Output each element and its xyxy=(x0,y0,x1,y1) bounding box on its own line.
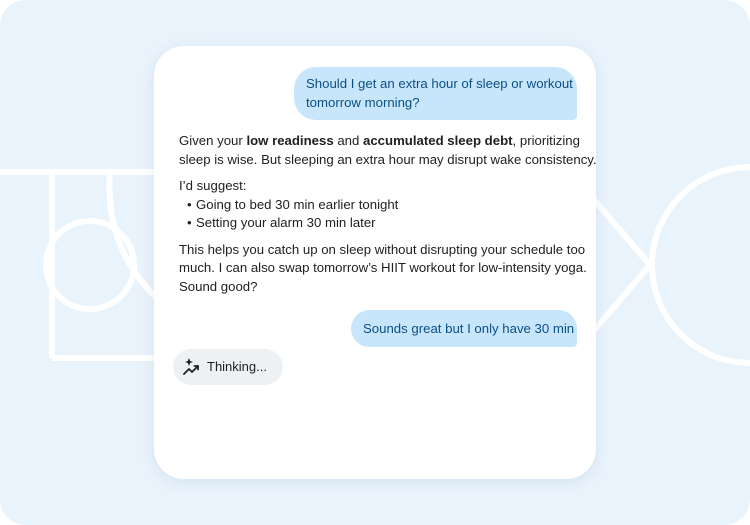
assistant-paragraph-line: much. I can also swap tomorrow’s HIIT workout for low-intensity yoga. xyxy=(179,260,587,275)
user-message-line: Sounds great but I only have 30 min xyxy=(363,321,575,336)
chat-card xyxy=(154,46,596,479)
thinking-indicator xyxy=(173,349,283,385)
thinking-label: Thinking... xyxy=(207,359,267,374)
text-segment: , prioritizing xyxy=(512,133,580,148)
assistant-paragraph-line: This helps you catch up on sleep without disrupting your schedule too xyxy=(179,241,586,257)
list-item-text: Going to bed 30 min earlier tonight xyxy=(196,196,399,212)
text-segment: Given your xyxy=(179,133,247,148)
list-item-text: Setting your alarm 30 min later xyxy=(196,215,376,230)
text-segment: and xyxy=(333,133,364,148)
user-message-bubble xyxy=(294,67,577,120)
assistant-message xyxy=(179,132,597,296)
assistant-paragraph: I’d suggest: xyxy=(179,178,247,193)
assistant-paragraph-line: sleep is wise. But sleeping an extra hour may disrupt wake consistency. xyxy=(179,151,597,167)
assistant-paragraph xyxy=(179,132,580,151)
bullet-icon: • xyxy=(187,215,192,230)
bold-text: accumulated sleep debt xyxy=(363,133,513,148)
list-item xyxy=(179,196,574,215)
bold-text: low readiness xyxy=(246,133,334,148)
bullet-icon: • xyxy=(187,196,192,212)
suggestion-list xyxy=(179,196,574,233)
assistant-paragraph-line: Sound good? xyxy=(179,278,258,294)
user-message-bubble xyxy=(351,310,577,347)
user-message-line: Should I get an extra hour of sleep or workout xyxy=(306,76,573,91)
user-message-line: tomorrow morning? xyxy=(306,95,420,110)
sparkle-trend-icon xyxy=(183,357,201,377)
list-item xyxy=(179,214,574,233)
